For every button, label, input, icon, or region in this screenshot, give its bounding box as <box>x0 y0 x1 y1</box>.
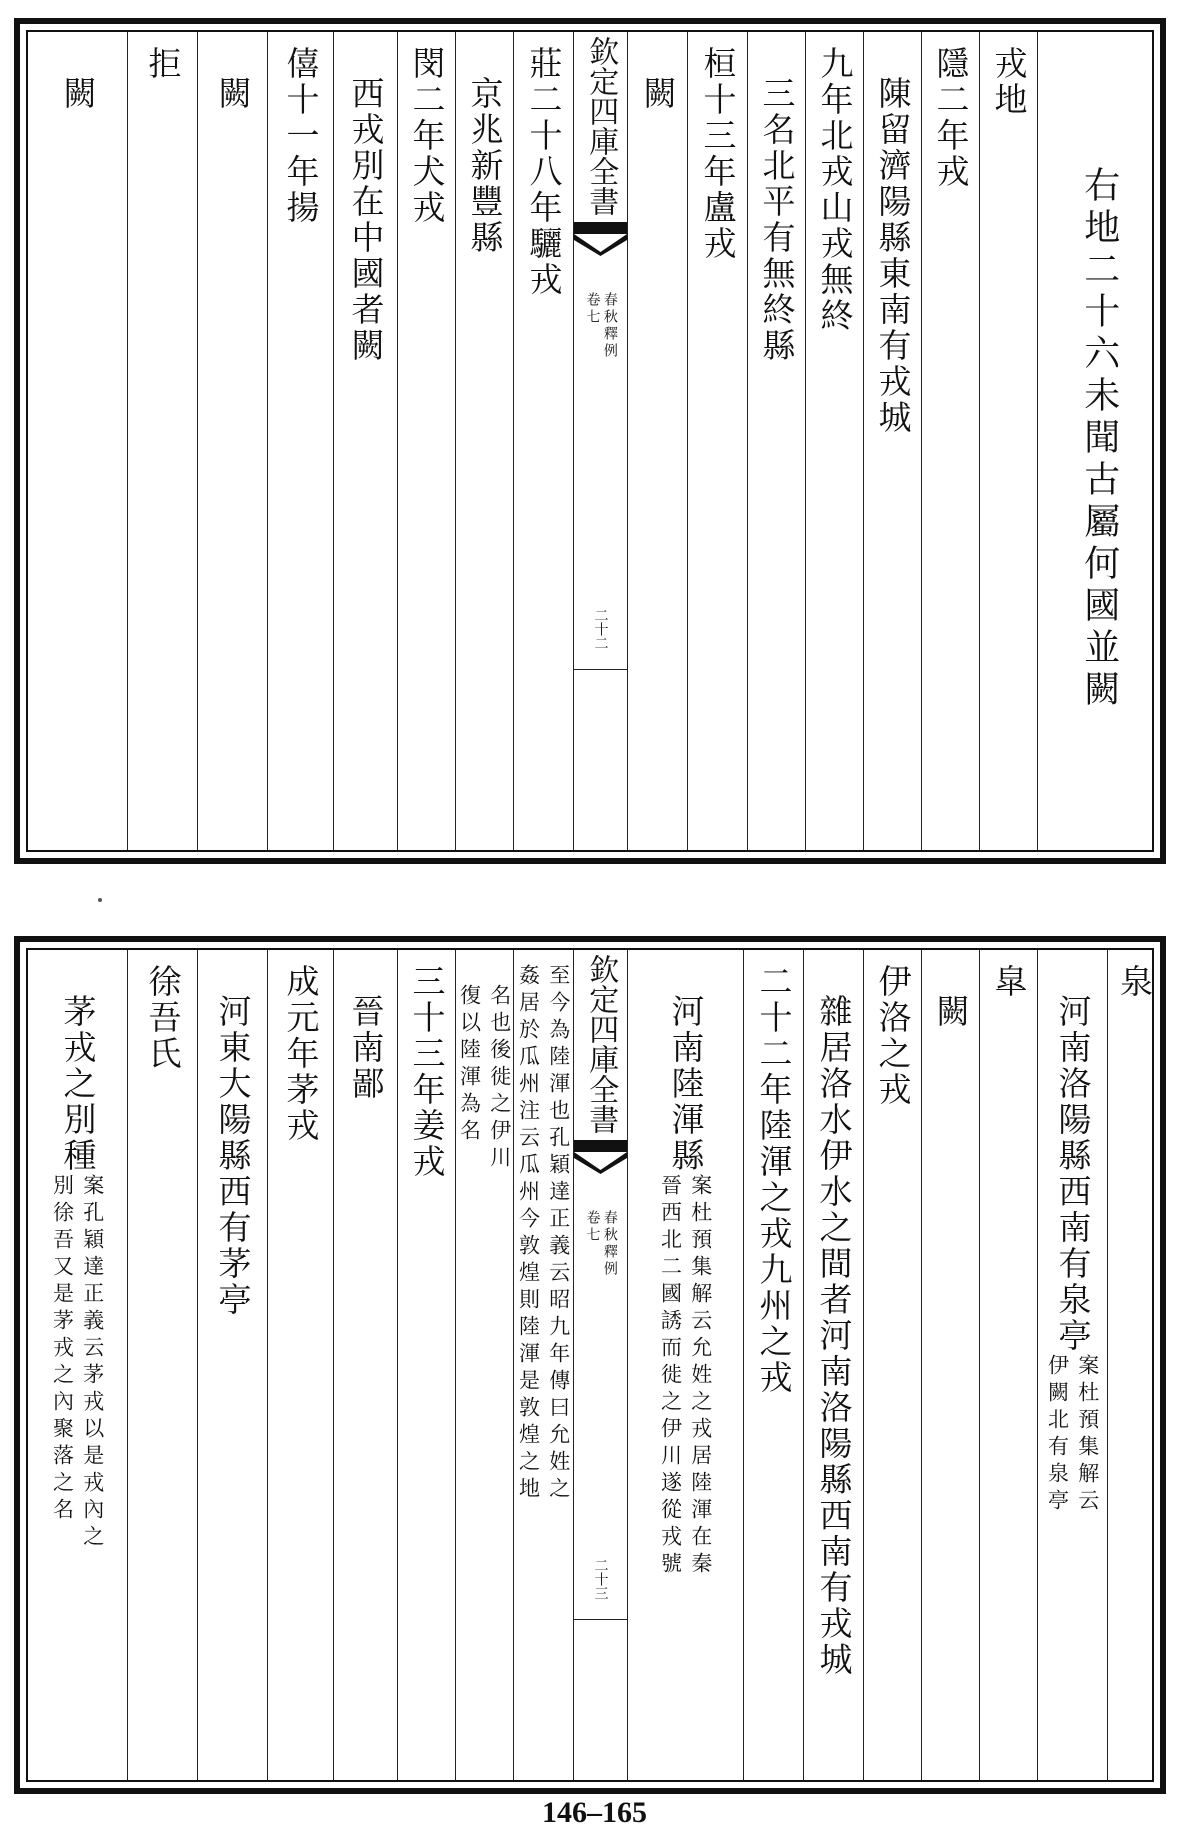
entry-text: 桓十三年盧戎 <box>698 46 738 262</box>
note-line: 至今為陸渾也孔穎達正義云昭九年傳曰允姓之 <box>546 964 571 1504</box>
page-label: 146–165 <box>542 1796 647 1829</box>
commentary-note <box>49 1174 106 1552</box>
bottom-col-12 <box>334 950 398 1780</box>
entry-text: 徐吾氏 <box>143 964 183 1072</box>
header-rule <box>574 669 627 670</box>
heading-text: 右地二十六未聞古屬何國並闕 <box>1078 166 1120 712</box>
entry-text: 隱二年戎 <box>931 46 971 190</box>
entry-text: 闕 <box>213 76 253 112</box>
bottom-col-13 <box>268 950 334 1780</box>
bottom-col-6 <box>804 950 864 1780</box>
fishtail-ornament <box>574 1140 627 1174</box>
note-line: 伊闕北有泉亭 <box>1045 1354 1070 1516</box>
entry-text: 二十二年陸渾之戎九州之戎 <box>754 964 794 1396</box>
book-title: 欽定四庫全書 <box>583 36 619 216</box>
note-line: 案杜預集解云允姓之戎居陸渾在秦 <box>688 1174 713 1579</box>
entry-with-note <box>1044 994 1101 1780</box>
entry-text: 雜居洛水伊水之間者河南洛陽縣西南有戎城 <box>814 994 854 1678</box>
bottom-center-header <box>574 950 628 1780</box>
commentary-note <box>515 964 572 1780</box>
volume-number: 卷七 <box>584 1210 601 1244</box>
entry-text: 莊二十八年驪戎 <box>524 46 564 298</box>
bottom-col-3 <box>980 950 1038 1780</box>
note-line: 晉西北二國誘而徙之伊川遂從戎號 <box>658 1174 683 1579</box>
top-page <box>14 18 1166 864</box>
fishtail-ornament <box>574 222 627 256</box>
scan-speck <box>98 898 102 902</box>
page-header <box>574 32 627 850</box>
book-name: 春秋釋例 <box>601 1210 618 1278</box>
bottom-col-10 <box>456 950 514 1780</box>
entry-text: 三名北平有無終縣 <box>757 76 797 364</box>
top-col-2 <box>980 32 1038 850</box>
bottom-col-9 <box>514 950 574 1780</box>
entry-text: 闕 <box>58 76 98 112</box>
entry-text: 成元年茅戎 <box>281 964 321 1144</box>
top-col-5 <box>806 32 864 850</box>
top-col-1 <box>1038 32 1160 850</box>
top-col-12 <box>334 32 398 850</box>
top-col-6 <box>748 32 806 850</box>
page-number: 二十三 <box>592 1558 609 1600</box>
commentary-note <box>1044 1354 1101 1516</box>
entry-text: 河南陸渾縣 <box>666 994 706 1174</box>
top-col-11 <box>398 32 456 850</box>
page-header <box>574 950 627 1780</box>
entry-text: 闕 <box>638 76 678 112</box>
book-title: 欽定四庫全書 <box>583 954 619 1134</box>
commentary-note <box>456 984 513 1780</box>
volume-number: 卷七 <box>584 292 601 326</box>
bottom-col-15 <box>128 950 198 1780</box>
top-col-14 <box>198 32 268 850</box>
entry-with-note <box>49 994 106 1780</box>
top-col-16 <box>28 32 128 850</box>
top-col-13 <box>268 32 334 850</box>
header-rule <box>574 1619 627 1620</box>
bottom-col-5 <box>864 950 922 1780</box>
top-col-4 <box>864 32 922 850</box>
entry-text: 三十三年姜戎 <box>407 964 447 1180</box>
entry-text: 河南洛陽縣西南有泉亭 <box>1053 994 1093 1354</box>
volume-info <box>584 1210 617 1278</box>
section-heading: 泉 <box>1114 964 1154 1000</box>
volume-info <box>584 292 617 360</box>
entry-text: 茅戎之別種 <box>58 994 98 1174</box>
top-page-frame <box>26 30 1154 852</box>
entry-text: 九年北戎山戎無終 <box>815 46 855 334</box>
entry-text: 閔二年犬戎 <box>407 46 447 226</box>
entry-text: 拒 <box>143 46 183 82</box>
book-name: 春秋釋例 <box>601 292 618 360</box>
entry-text: 西戎別在中國者闕 <box>346 76 386 364</box>
top-col-8 <box>628 32 688 850</box>
bottom-col-11 <box>398 950 456 1780</box>
bottom-page-frame <box>26 948 1154 1782</box>
bottom-col-7 <box>744 950 804 1780</box>
note-line: 姦居於瓜州注云瓜州今敦煌則陸渾是敦煌之地 <box>516 964 541 1504</box>
entry-text: 京兆新豐縣 <box>465 76 505 256</box>
entry-text: 皐 <box>989 964 1029 1000</box>
entry-with-note <box>657 994 714 1780</box>
bottom-col-4 <box>922 950 980 1780</box>
top-col-7 <box>688 32 748 850</box>
entry-text: 僖十一年揚 <box>281 46 321 226</box>
bottom-col-8 <box>628 950 744 1780</box>
top-col-9 <box>514 32 574 850</box>
note-line: 名也後徙之伊川 <box>487 984 512 1173</box>
bottom-col-14 <box>198 950 268 1780</box>
entry-text: 晉南鄙 <box>346 994 386 1102</box>
note-line: 案杜預集解云 <box>1075 1354 1100 1516</box>
note-line: 案孔穎達正義云茅戎以是戎內之 <box>80 1174 105 1552</box>
entry-text: 闕 <box>931 994 971 1030</box>
entry-text: 伊洛之戎 <box>873 964 913 1108</box>
bottom-col-1 <box>1108 950 1160 1780</box>
top-center-header <box>574 32 628 850</box>
entry-text: 陳留濟陽縣東南有戎城 <box>873 76 913 436</box>
top-col-3 <box>922 32 980 850</box>
top-col-15 <box>128 32 198 850</box>
note-line: 別徐吾又是茅戎之內聚落之名 <box>50 1174 75 1525</box>
page-number: 二十二 <box>592 608 609 650</box>
bottom-col-16 <box>28 950 128 1780</box>
entry-text: 河東大陽縣西有茅亭 <box>213 994 253 1318</box>
top-col-10 <box>456 32 514 850</box>
commentary-note <box>657 1174 714 1579</box>
bottom-page <box>14 936 1166 1794</box>
note-line: 復以陸渾為名 <box>457 984 482 1146</box>
bottom-col-2 <box>1038 950 1108 1780</box>
section-heading: 戎地 <box>989 46 1029 118</box>
